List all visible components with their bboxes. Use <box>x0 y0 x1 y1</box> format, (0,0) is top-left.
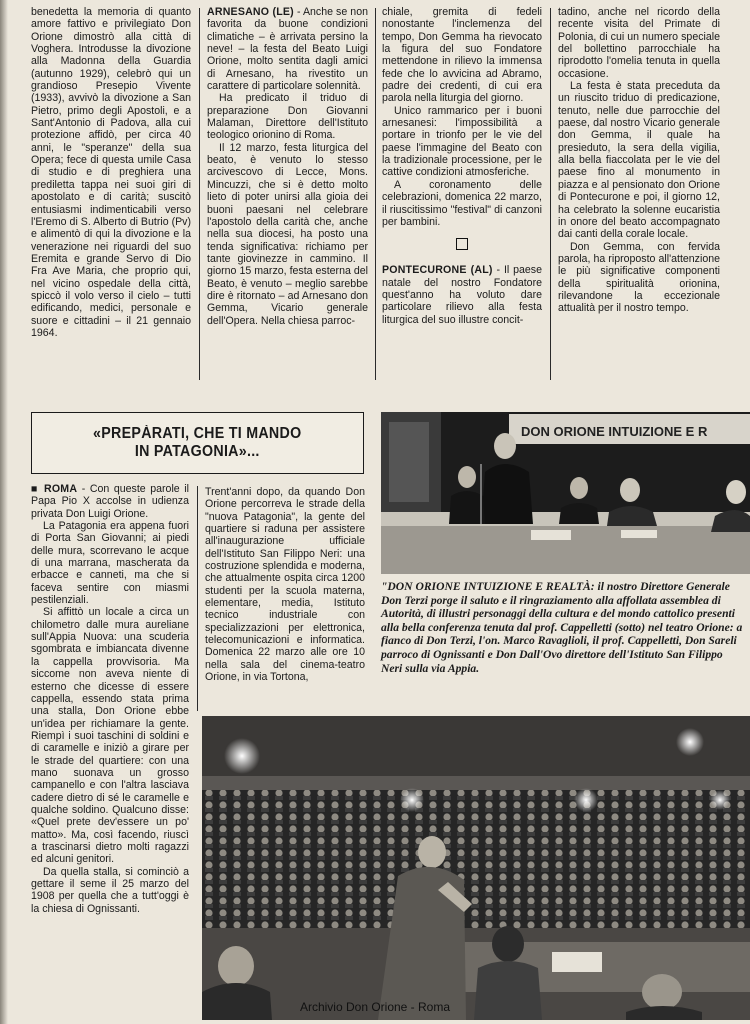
bottom-col2-paragraph-1: Trent'anni dopo, da quando Don Orione percorreva le strade della "nuova Patagonia", la gente del quartiere si raduna per assistere all'inaugurazione ufficiale dell'Istituto San Filippo Neri: una costruzione splendida e moderna, che attualmente ospita circa 1200 studenti per la scuola materna, elementare, media, Istituto tecnico industriale con specializzazioni per elettronica, telecomunicazioni e informatica. Domenica 22 marzo alle ore 10 nella sala del cinema-teatro Orione, in via Tortona, <box>205 486 365 684</box>
banner-text: DON ORIONE INTUIZIONE E R <box>521 424 708 439</box>
bottom-column-2 <box>205 486 365 684</box>
top-col2-paragraph-3: Il 12 marzo, festa liturgica del beato, è venuto lo stesso arcivescovo di Lecce, Mons. Mincuzzi, che si è detto molto lieto di poter unirsi alla gioia dei buoni paesani nel celebrare l'apostolo della carità che, anche nella sua diocesi, ha posto una tenda significativa: richiamo per tante giovinezze in cammino. Il giorno 15 marzo, festa esterna del Beato, è venuto – meglio sarebbe dire è ritornato – ad Arnesano don Gemma, Vicario generale dell'Opera. Nella chiesa parroc- <box>207 141 368 327</box>
place-roma: ■ ROMA <box>31 483 78 495</box>
top-col4-paragraph-3: Don Gemma, con fervida parola, ha riproposto all'attenzione le più significative componenti della spiritualità orionina, rilevandone la eccezionale attualità per il nostro tempo. <box>558 240 720 315</box>
bottom-col1-paragraph-4: Da quella stalla, si cominciò a gettare il seme il 25 marzo del 1908 per quella che a tutt'oggi è la chiesa di Ognissanti. <box>31 865 189 915</box>
top-column-1 <box>31 6 191 339</box>
bottom-col1-paragraph-3: Si affittò un locale a circa un chilometro dalle mura aureliane sull'Appia Nuova: una scuderia sgombrata e imbiancata divenne la cappella provvisoria. Ma siccome non aveva niente di esterno che dicesse di essere cappella, essendo stata prima una stalla, Don Orione ebbe un'idea per richiamare la gente. Riempì i suoi taschini di soldini e di caramelle e iniziò a girare per le strade del quartiere: con una mano suonava un grosso campanello e con l'altra lasciava cadere dietro di sé le caramelle e qualche soldino. Qualcuno disse: «Quel prete dev'essere un po' matto». Ma, così facendo, riuscì a trascinarsi dietro molti ragazzi ed alcuni genitori. <box>31 606 189 866</box>
column-divider <box>375 8 376 380</box>
top-col3-paragraph-3: A coronamento delle celebrazioni, domenica 22 marzo, il riuscitissimo "festival" di canzoni per bambini. <box>382 178 542 228</box>
place-pontecurone: PONTECURONE (AL) <box>382 264 493 277</box>
headline-box <box>31 412 364 474</box>
top-col4-paragraph-2: La festa è stata preceduta da un riuscito triduo di predicazione, tenuto, nelle due parrocchie del paese, dal nostro Vicario generale don Gemma, il quale ha presieduto, la sera della vigilia, alla bella fiaccolata per le vie del paese fino al monumento in piazza e al pensionato don Orione di Pontecurone e poi, il giorno 12, ha celebrato la solenne eucaristia in onore del beato accompagnato dai canti della corale locale. <box>558 80 720 241</box>
page-gutter-shadow <box>0 0 8 1024</box>
archive-watermark: Archivio Don Orione - Roma <box>299 1000 451 1014</box>
section-separator-square <box>456 238 468 250</box>
bottom-column-1 <box>31 483 189 915</box>
top-col3-paragraph-1: chiale, gremita di fedeli nonostante l'inclemenza del tempo, Don Gemma ha rievocato la figura del suo Fondatore mettendone in rilievo la immensa fede che lo avvicina ad Abramo, padre dei credenti, di cui era parola nella liturgia del giorno. <box>382 6 542 105</box>
column-divider <box>199 8 200 380</box>
top-col1-paragraph: benedetta la memoria di quanto amore fattivo e privilegiato Don Orione dimostrò alla città di Voghera. Introdusse la divozione alla Madonna della Guardia (autunno 1929), celebrò qui un grandioso Presepio Vivente (1933), avvivò la divozione a San Pietro, primo degli Apostoli, e a Sant'Antonio di Padova, alla cui protezione affidò, per circa 40 anni, le "speranze" della sua Opera; fece di questa umile Casa di studio e di preghiera una prediletta tappa nei suoi giri di apostolato e di carità; suscitò entusiasmi indimenticabili verso l'Eremo di S. Alberto di Butrio (Pv) e alimentò di qui la divozione e la venerazione nei riguardi del suo Eremita e grande Servo di Dio Fra Ave Maria, che proprio qui, nel vicino ospedale della città, spiccò il volo verso il cielo – tutti edificando, medici, personale e suore e cittadini – il 21 gennaio 1964. <box>31 6 191 339</box>
top-col2-paragraph-1: ARNESANO (LE) - Anche se non favorita da buone condizioni climatiche – è arrivata persino la neve! – la festa del Beato Luigi Orione, molto sentita dagli amici di Arnesano, ha rivestito un carattere di particolare solennità. <box>207 6 368 93</box>
bottom-col1-paragraph-2: La Patagonia era appena fuori di Porta San Giovanni; ai piedi delle mura, scorrevano le acque di una marrana, mascherata da erbacce e canneti, ma che si faceva sentire con miasmi pestilenziali. <box>31 520 189 607</box>
column-divider <box>197 486 198 711</box>
top-col3-paragraph-2: Unico rammarico per i buoni arnesanesi: l'impossibilità a portare in trionfo per le vie del paese l'immagine del Beato con la tradizionale processione, per le cattive condizioni atmosferiche. <box>382 104 542 179</box>
place-arnesano: ARNESANO (LE) <box>207 6 294 18</box>
photo-caption: "DON ORIONE INTUIZIONE E REALTÀ: il nostro Direttore Generale Don Terzi porge il saluto e il ringraziamento alla affollata assemblea di Autorità, di illustri personaggi della cultura e del mondo cattolico presenti alla bella conferenza tenuta dal prof. Cappelletti (sotto) nel teatro Orione: a fianco di Don Terzi, l'on. Marco Ravaglioli, il prof. Cappelletti, Don Sareli parroco di Ognissanti e Don Dall'Ovo direttore dell'Istituto San Filippo Neri sulla via Appia. <box>381 580 743 675</box>
top-column-4 <box>558 6 720 315</box>
top-col4-paragraph-1: tadino, anche nel ricordo della recente visita del Primate di Polonia, di cui un numero speciale del bollettino parrocchiale ha riprodotto l'omelia tenuta in quella occasione. <box>558 6 720 80</box>
top-column-3 <box>382 6 542 326</box>
top-col2-paragraph-2: Ha predicato il triduo di preparazione Don Giovanni Malaman, Direttore dell'Istituto teologico orionino di Roma. <box>207 92 368 142</box>
conference-table-photo <box>381 412 750 574</box>
column-divider <box>550 8 551 380</box>
top-column-2 <box>207 6 368 327</box>
conference-table-illustration <box>381 412 750 574</box>
theater-audience-photo <box>202 716 750 1020</box>
top-col3-paragraph-4: PONTECURONE (AL) - Il paese natale del nostro Fondatore quest'anno ha voluto dare particolare rilievo alla festa liturgica del suo illustre concit- <box>382 264 542 326</box>
headline: «PREPÀRATI, CHE TI MANDO IN PATAGONIA»... <box>93 425 302 460</box>
bottom-col1-paragraph-1: ■ ROMA - Con queste parole il Papa Pio X accolse in udienza privata Don Luigi Orione. <box>31 483 189 520</box>
theater-audience-illustration <box>202 716 750 1020</box>
